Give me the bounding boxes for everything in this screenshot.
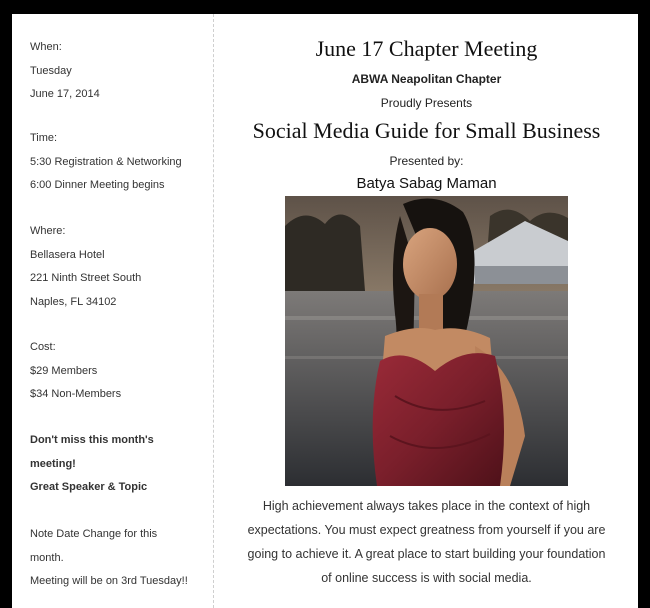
speaker-photo xyxy=(285,196,568,486)
chapter-name: ABWA Neapolitan Chapter xyxy=(351,72,502,86)
when-day: Tuesday xyxy=(30,64,72,77)
event-details-sidebar xyxy=(12,14,214,608)
quote-line-4: of online success is with social media. xyxy=(321,571,532,585)
page-title: June 17 Chapter Meeting xyxy=(315,36,538,61)
quote-line-3: going to achieve it. A great place to start building your foundation xyxy=(247,547,606,561)
presents-text: Proudly Presents xyxy=(380,96,473,110)
promo-line-3: Great Speaker & Topic xyxy=(30,481,148,493)
speaker-name: Batya Sabag Maman xyxy=(356,175,497,192)
quote-paragraph xyxy=(215,494,638,590)
when-date: June 17, 2014 xyxy=(30,88,100,100)
quote-line-2: expectations. You must expect greatness from yourself if you are xyxy=(247,523,606,537)
where-label: Where: xyxy=(30,225,66,237)
where-street: 221 Ninth Street South xyxy=(30,272,142,284)
note-line-2: month. xyxy=(30,551,64,564)
where-section xyxy=(30,220,210,314)
time-registration: 5:30 Registration & Networking xyxy=(30,155,182,168)
time-section xyxy=(30,127,210,198)
note-line-3: Meeting will be on 3rd Tuesday!! xyxy=(30,575,188,587)
when-section xyxy=(30,36,210,107)
presented-by-label: Presented by: xyxy=(389,154,464,168)
cost-members: $29 Members xyxy=(30,364,98,377)
promo-section xyxy=(30,429,210,500)
newsletter-page xyxy=(12,14,638,608)
note-section xyxy=(30,523,210,594)
quote-line-1: High achievement always takes place in the context of high xyxy=(262,499,591,513)
cost-non-members: $34 Non-Members xyxy=(30,388,122,400)
where-venue: Bellasera Hotel xyxy=(30,248,105,261)
cost-section xyxy=(30,336,210,407)
time-label: Time: xyxy=(30,132,58,144)
promo-line-1: Don't miss this month's xyxy=(30,434,154,446)
time-dinner: 6:00 Dinner Meeting begins xyxy=(30,179,165,191)
topic-title: Social Media Guide for Small Business xyxy=(252,118,601,143)
main-content xyxy=(215,14,638,608)
note-line-1: Note Date Change for this xyxy=(30,528,158,540)
where-city: Naples, FL 34102 xyxy=(30,295,117,308)
when-label: When: xyxy=(30,41,62,53)
promo-line-2: meeting! xyxy=(30,457,76,470)
cost-label: Cost: xyxy=(30,341,56,353)
